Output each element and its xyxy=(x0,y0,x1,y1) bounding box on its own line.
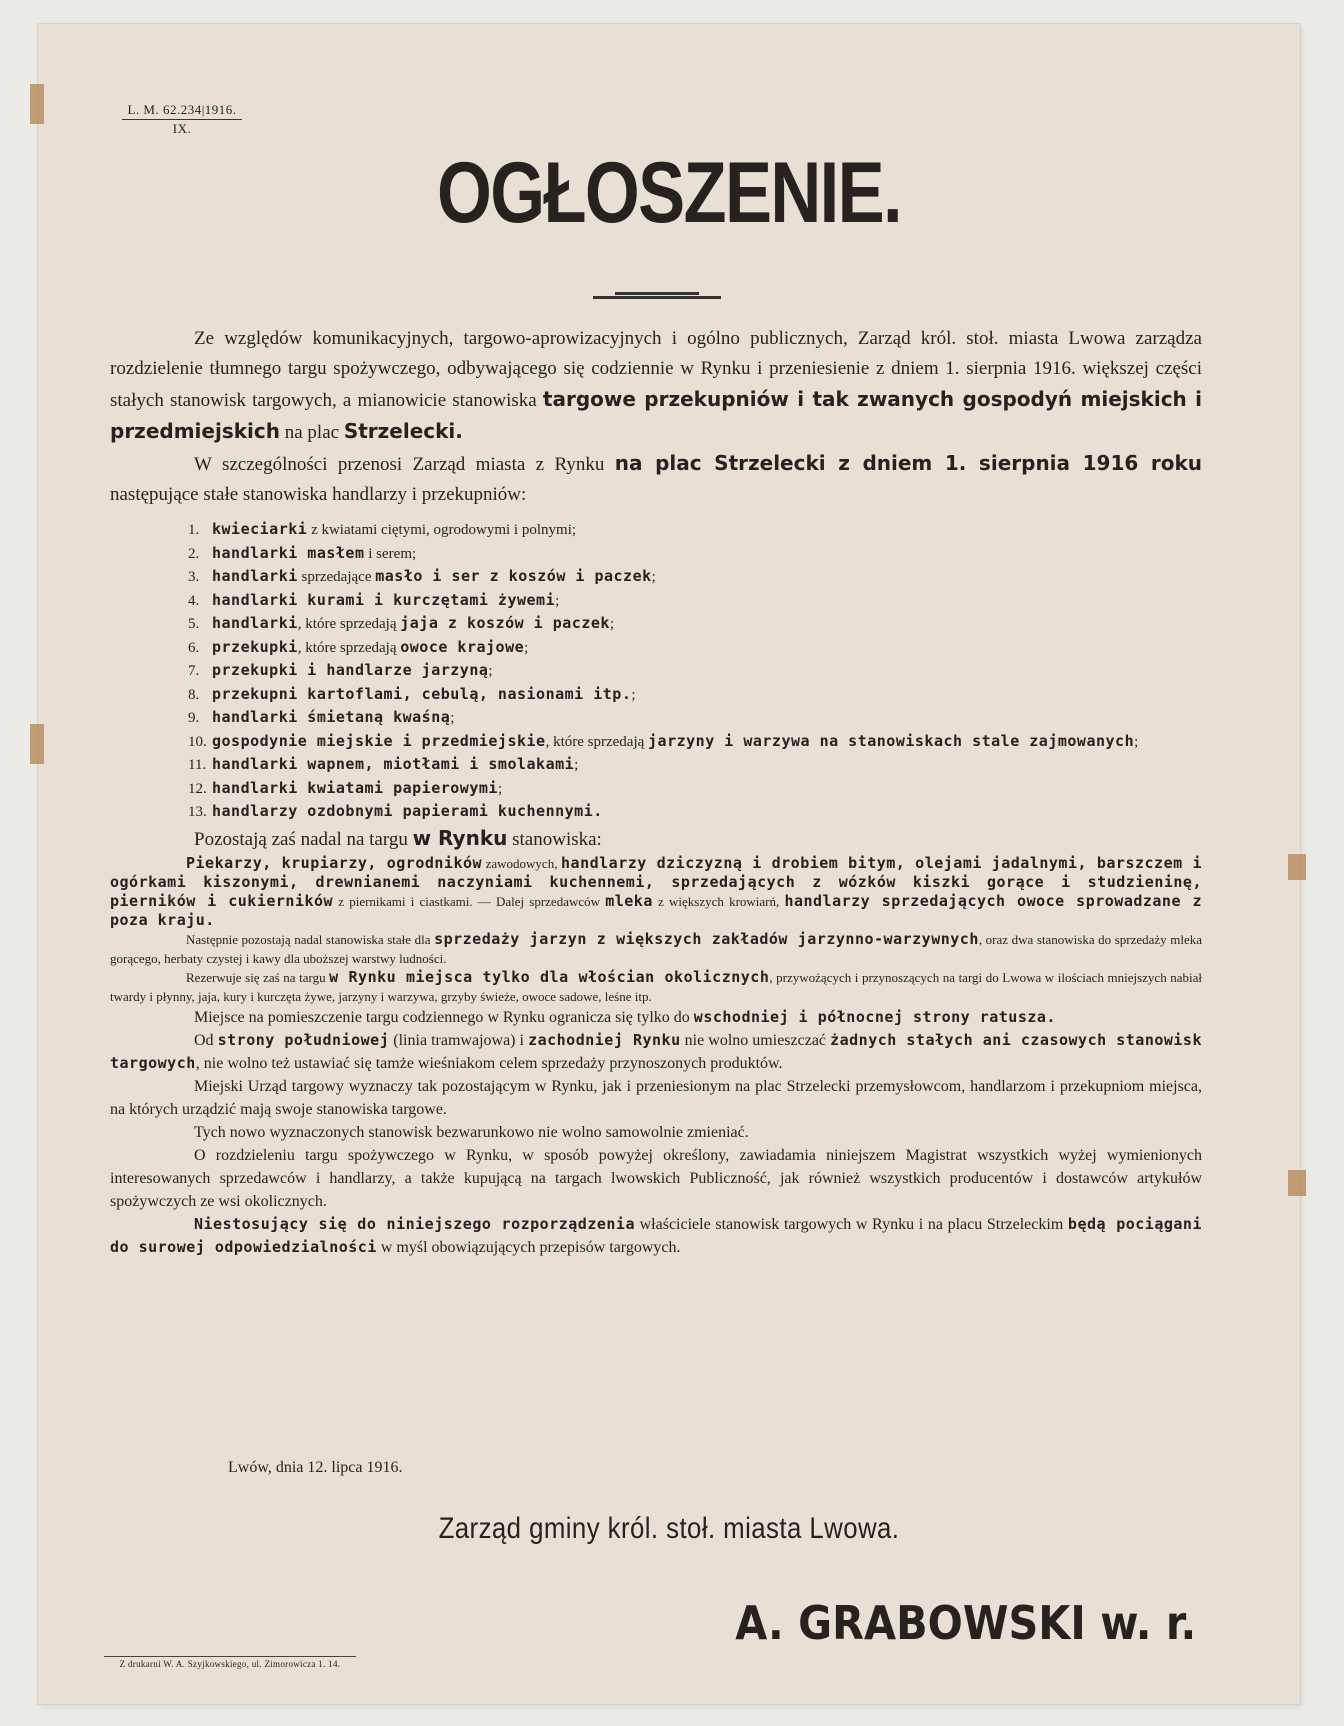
page-title: OGŁOSZENIE. xyxy=(437,145,901,241)
additional-stalls-paragraph: Następnie pozostają nadal stanowiska stałe dla sprzedaży jarzyn z większych zakładów jarzynno-warzywnych, oraz dwa stanowiska do sprzedaży mleka gorącego, herbaty czystej i kawy dla uboższej warstwy ludności. xyxy=(110,929,1203,966)
market-office-paragraph: Miejski Urząd targowy wyznaczy tak pozostającym w Rynku, jak i przeniesionym na plac Strzelecki przemysłowcom, handlarzom i przekupniom miejsca, na których urządzić mają swoje stanowiska targowe. xyxy=(110,1077,1202,1118)
list-item: 2. handlarki masłem i serem; xyxy=(188,543,417,562)
list-item: 5. handlarki, które sprzedają jaja z koszów i paczek; xyxy=(188,614,615,632)
title-rule xyxy=(593,296,721,299)
remaining-heading: Pozostają zaś nadal na targu w Rynku stanowiska: xyxy=(194,825,602,850)
reference-sub: IX. xyxy=(172,121,192,136)
south-side-paragraph: Od strony południowej (linia tramwajowa) i zachodniej Rynku nie wolno umieszczać żadnych stałych ani czasowych stanowisk targowych, nie wolno też ustawiać się tamże wieśniakom celem sprzedaży przynoszonych produktów. xyxy=(110,1030,1202,1072)
poster-sheet xyxy=(38,24,1300,1704)
reference-main: L. M. 62.234|1916. xyxy=(122,102,242,120)
title-rule-top xyxy=(615,292,699,295)
tape-strip xyxy=(30,724,44,764)
printer-imprint: Z drukarni W. A. Szyjkowskiego, ul. Zimorowicza 1. 14. xyxy=(104,1656,356,1669)
issue-date: Lwów, dnia 12. lipca 1916. xyxy=(228,1459,403,1476)
remaining-stalls-paragraph: Piekarzy, krupiarzy, ogrodników zawodowych, handlarzy dziczyzną i drobiem bitym, olejami jadalnymi, barszczem i ogórkami kiszonymi, drewnianemi naczyniami kuchennemi, sprzedających z wózków kiszki gorące i studzieninę, pierników i cukierników z piernikami i ciastkami. — Dalej sprzedawców mleka z większych krowiarń, handlarzy sprzedających owoce sprowadzane z poza kraju. xyxy=(110,853,1202,929)
notice-paragraph: O rozdzieleniu targu spożywczego w Rynku, w sposób powyżej określony, zawiadamia niniejszem Magistrat wszystkich wyżej wymienionych interesowanych sprzedawców i handlarzy, a także kupującą na targach lwowskich Publiczność, jak również wszystkich producentów i dostawców artykułów spożywczych ze wsi okolicznych. xyxy=(110,1146,1202,1210)
list-item: 9. handlarki śmietaną kwaśną; xyxy=(188,708,455,726)
list-item: 8. przekupni kartoflami, cebulą, nasionami itp.; xyxy=(188,684,636,703)
reserved-places-paragraph: Rezerwuje się zaś na targu w Rynku miejsca tylko dla włościan okolicznych, przywożących i przynoszących na targi do Lwowa w ilościach mniejszych nabiał twardy i płynny, jaja, kury i kurczęta żywe, jarzyny i warzywa, grzyby świeże, owoce sadowe, leśne itp. xyxy=(110,967,1203,1004)
list-item: 6. przekupki, które sprzedają owoce krajowe; xyxy=(188,637,529,656)
issuing-authority: Zarząd gminy król. stoł. miasta Lwowa. xyxy=(438,1512,900,1545)
list-item: 13. handlarzy ozdobnymi papierami kuchennymi. xyxy=(188,802,603,820)
list-item: 11. handlarki wapnem, miotłami i smolakami; xyxy=(188,755,579,773)
transfer-paragraph: W szczególności przenosi Zarząd miasta z Rynku na plac Strzelecki z dniem 1. sierpnia 1916 roku następujące stałe stanowiska handlarzy i przekupniów: xyxy=(110,451,1203,505)
list-item: 4. handlarki kurami i kurczętami żywemi; xyxy=(188,590,560,609)
list-item: 10. gospodynie miejskie i przedmiejskie, które sprzedają jarzyny i warzywa na stanowiskach stale zajmowanych; xyxy=(188,731,1139,750)
signature-name: A. GRABOWSKI w. r. xyxy=(735,1596,1196,1650)
market-area-paragraph: Miejsce na pomieszczenie targu codziennego w Rynku ogranicza się tylko do wschodniej i północnej strony ratusza. xyxy=(194,1007,1056,1026)
tape-strip xyxy=(1288,854,1306,880)
list-item: 12. handlarki kwiatami papierowymi; xyxy=(188,778,503,797)
moved-stalls-list xyxy=(110,518,1202,824)
announcement-body xyxy=(110,324,1202,1259)
penalty-paragraph: Niestosujący się do niniejszego rozporządzenia właściciele stanowisk targowych w Rynku i na placu Strzeleckim będą pociągani do surowej odpowiedzialności w myśl obowiązujących przepisów targowych. xyxy=(110,1214,1202,1256)
tape-strip xyxy=(1288,1170,1306,1196)
intro-paragraph: Ze względów komunikacyjnych, targowo-aprowizacyjnych i ogólno publicznych, Zarząd król. stoł. miasta Lwowa zarządza rozdzielenie tłumnego targu spożywczego, odbywającego się codziennie w Rynku i przeniesienie z dniem 1. sierpnia 1916. większej części stałych stanowisk targowych, a mianowicie stanowiska targowe przekupniów i tak zwanych gospodyń miejskich i przedmiejskich na plac Strzelecki. xyxy=(110,328,1203,443)
list-item: 3. handlarki sprzedające masło i ser z koszów i paczek; xyxy=(188,567,656,585)
list-item: 1. kwieciarki z kwiatami ciętymi, ogrodowymi i polnymi; xyxy=(188,520,577,538)
list-item: 7. przekupki i handlarze jarzyną; xyxy=(188,661,493,679)
reference-number xyxy=(122,102,242,137)
tape-strip xyxy=(30,84,44,124)
no-change-paragraph: Tych nowo wyznaczonych stanowisk bezwarunkowo nie wolno samowolnie zmieniać. xyxy=(194,1123,749,1141)
